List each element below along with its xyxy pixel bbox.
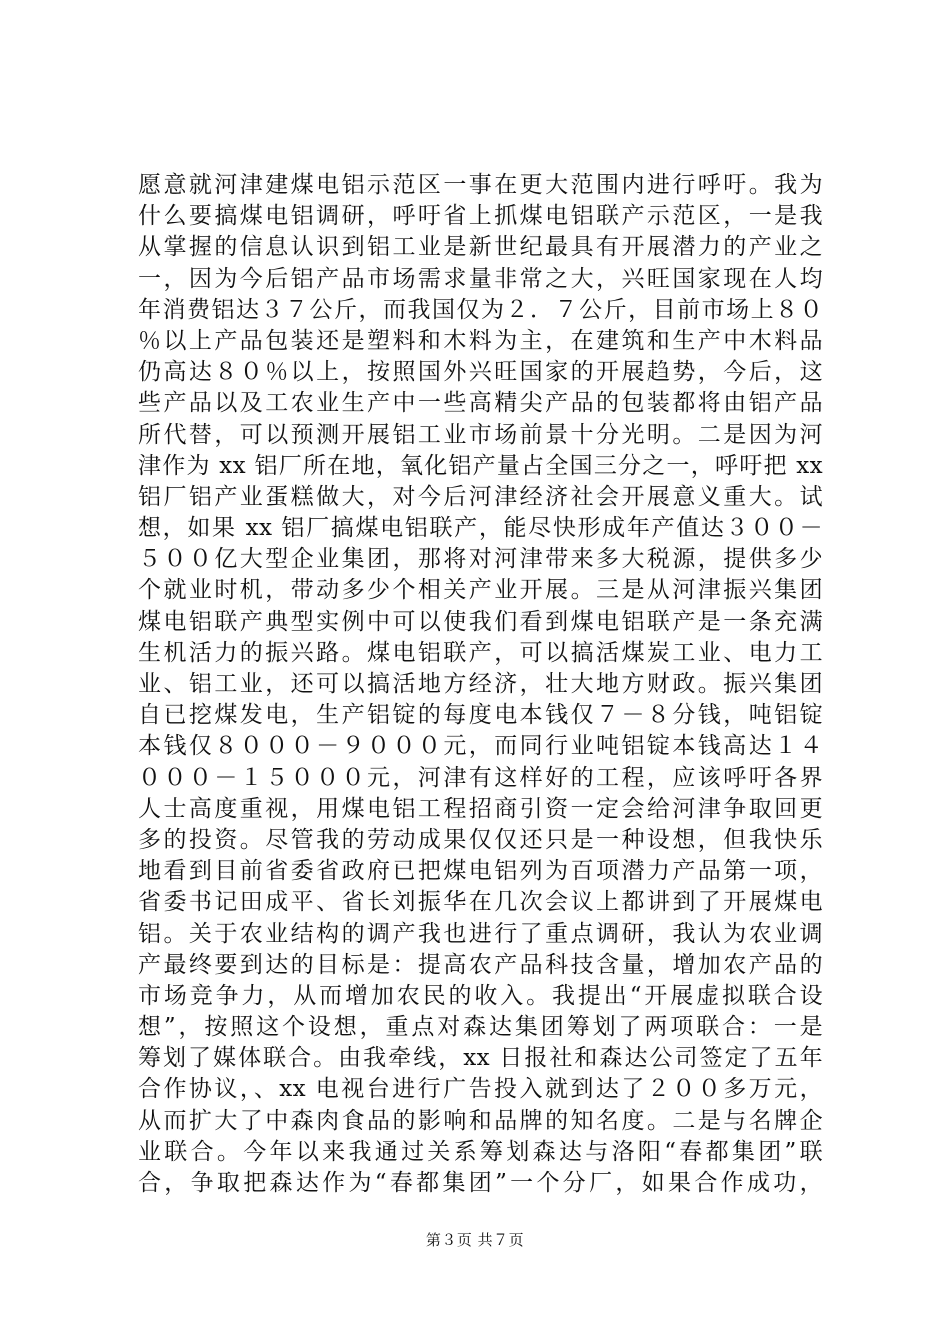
text-line: 合作协议，、xx 电视台进行广告投入就到达了２００多万元， [138, 1076, 823, 1103]
text-line: 什么要搞煤电铝调研，呼吁省上抓煤电铝联产示范区，一是我 [138, 203, 823, 230]
text-line: 年消费铝达３７公斤，而我国仅为２．７公斤，目前市场上８０ [138, 296, 823, 323]
text-line: 多的投资。尽管我的劳动成果仅仅还只是一种设想，但我快乐 [138, 826, 823, 853]
text-line: 从掌握的信息认识到铝工业是新世纪最具有开展潜力的产业之 [138, 234, 823, 261]
text-line: 所代替，可以预测开展铝工业市场前景十分光明。二是因为河 [138, 421, 823, 448]
text-line: 津作为 xx 铝厂所在地，氧化铝产量占全国三分之一，呼吁把 xx [138, 452, 823, 479]
text-line: 煤电铝联产典型实例中可以使我们看到煤电铝联产是一条充满 [138, 608, 823, 635]
text-line: 愿意就河津建煤电铝示范区一事在更大范围内进行呼吁。我为 [138, 172, 823, 198]
page-footer: 第３页 共７页 [425, 1231, 525, 1249]
text-line: 个就业时机，带动多少个相关产业开展。三是从河津振兴集团 [138, 577, 823, 604]
text-line: 地看到目前省委省政府已把煤电铝列为百项潜力产品第一项， [138, 858, 823, 885]
text-line: 业联合。今年以来我通过关系筹划森达与洛阳“春都集团”联 [138, 1138, 823, 1165]
text-line: 业、铝工业，还可以搞活地方经济，壮大地方财政。振兴集团 [138, 671, 823, 697]
text-line: 市场竞争力，从而增加农民的收入。我提出“开展虚拟联合设 [138, 982, 823, 1009]
text-line: 想，如果 xx 铝厂搞煤电铝联产，能尽快形成年产值达３００－ [138, 515, 823, 542]
text-line: 产最终要到达的目标是：提高农产品科技含量，增加农产品的 [138, 951, 823, 978]
text-line: 铝。关于农业结构的调产我也进行了重点调研，我认为农业调 [138, 920, 823, 947]
text-line: 想”，按照这个设想，重点对森达集团筹划了两项联合：一是 [138, 1014, 823, 1041]
text-line: 合，争取把森达作为“春都集团”一个分厂，如果合作成功， [138, 1170, 823, 1196]
text-line: 筹划了媒体联合。由我牵线，xx 日报社和森达公司签定了五年 [138, 1045, 823, 1072]
text-line: 自已挖煤发电，生产铝锭的每度电本钱仅７－８分钱，吨铝锭 [138, 702, 823, 729]
text-line: 本钱仅８０００－９０００元，而同行业吨铝锭本钱高达１４ [138, 733, 823, 760]
text-line: 些产品以及工农业生产中一些高精尖产品的包装都将由铝产品 [138, 390, 823, 417]
text-line: 省委书记田成平、省长刘振华在几次会议上都讲到了开展煤电 [138, 889, 823, 916]
body-text [138, 170, 823, 1199]
text-line: 从而扩大了中森肉食品的影响和品牌的知名度。二是与名牌企 [138, 1107, 823, 1134]
text-line: 人士高度重视，用煤电铝工程招商引资一定会给河津争取回更 [138, 795, 823, 822]
text-line: 仍高达８０％以上，按照国外兴旺国家的开展趋势，今后，这 [138, 359, 823, 386]
text-line: ％以上产品包装还是塑料和木料为主，在建筑和生产中木料品 [138, 327, 823, 354]
text-line: 一，因为今后铝产品市场需求量非常之大，兴旺国家现在人均 [138, 265, 823, 292]
text-line: 生机活力的振兴路。煤电铝联产，可以搞活煤炭工业、电力工 [138, 639, 823, 666]
text-line: ０００－１５０００元，河津有这样好的工程，应该呼吁各界 [138, 764, 823, 791]
text-line: ５００亿大型企业集团，那将对河津带来多大税源，提供多少 [138, 546, 823, 573]
text-line: 铝厂铝产业蛋糕做大，对今后河津经济社会开展意义重大。试 [138, 483, 823, 510]
